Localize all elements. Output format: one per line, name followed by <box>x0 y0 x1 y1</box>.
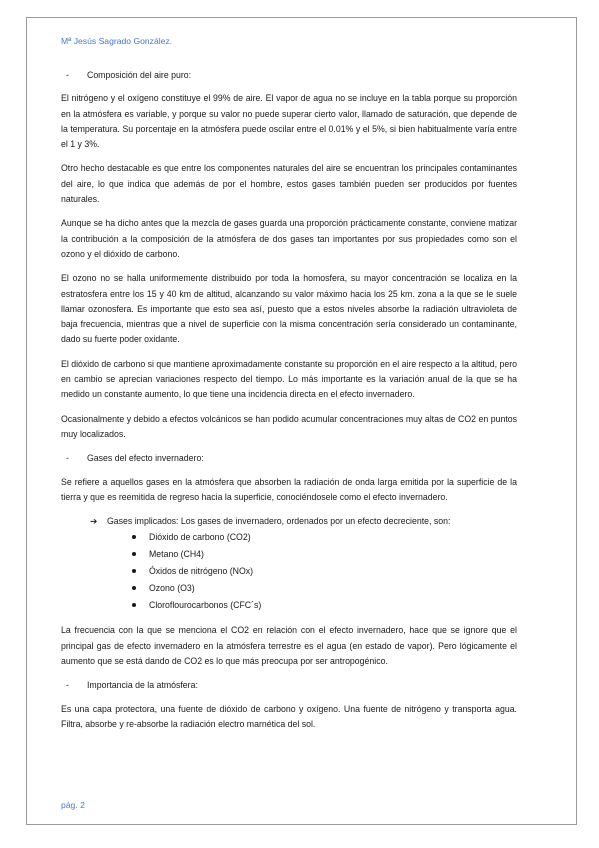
paragraph: Se refiere a aquellos gases en la atmósfera que absorben la radiación de onda larga emitida por la superficie de la tierra y que es reemitida de regreso hacia la superficie, conociéndosele como el efecto invernadero. <box>61 476 517 502</box>
list-item <box>61 580 517 597</box>
page-header: Mª Jesús Sagrado González. <box>61 36 173 46</box>
list-item <box>61 597 517 614</box>
section-heading-importancia <box>61 678 517 693</box>
list-item <box>61 546 517 563</box>
paragraph: Ocasionalmente y debido a efectos volcánicos se han podido acumular concentraciones muy altas de CO2 en puntos muy localizados. <box>61 413 517 439</box>
arrow-list-item <box>61 514 517 529</box>
list-item-text: Metano (CH4) <box>149 549 204 560</box>
paragraph: El nitrógeno y el oxígeno constituye el 99% de aire. El vapor de agua no se incluye en la tabla porque su proporción en la atmósfera es variable, y porque su valor no puede superar cierto valor, llamado de saturación, que depende de la temperatura. Su porcentaje en la atmósfera puede oscilar entre el 0.01% y el 5%, si bien habitualmente varía entre el 1 y 3%. <box>61 93 517 150</box>
gases-list <box>61 529 517 614</box>
paragraph: Otro hecho destacable es que entre los componentes naturales del aire se encuentran los principales contaminantes del aire, lo que indica que además de por el hombre, estos gases también pueden ser producidos por fuentes naturales. <box>61 163 517 205</box>
paragraph: El dióxido de carbono si que mantiene aproximadamente constante su proporción en el aire respecto a la altitud, pero en cambio se aprecian variaciones respecto del tiempo. Lo más importante es la variación anual de la que se ha medido un constante aumento, lo que tiene una incidencia directa en el efecto invernadero. <box>61 358 517 400</box>
list-item <box>61 563 517 580</box>
list-item-text: Óxidos de nitrógeno (NOx) <box>149 566 254 577</box>
list-item-text: Ozono (O3) <box>149 583 195 594</box>
section-heading-label: Gases del efecto invernadero: <box>87 453 204 464</box>
dash-marker: - <box>66 680 69 691</box>
list-item <box>61 529 517 546</box>
arrow-icon: ➔ <box>90 516 98 527</box>
bullet-icon <box>132 569 136 573</box>
dash-marker: - <box>66 453 69 464</box>
bullet-icon <box>132 586 136 590</box>
section-heading-gases <box>61 451 517 466</box>
arrow-item-text: Gases implicados: Los gases de invernadero, ordenados por un efecto decreciente, son: <box>107 516 451 527</box>
bullet-icon <box>132 603 136 607</box>
paragraph: Es una capa protectora, una fuente de dióxido de carbono y oxígeno. Una fuente de nitrógeno y transporta agua. Filtra, absorbe y re-absorbe la radiación electro marnética del sol. <box>61 703 517 729</box>
paragraph: El ozono no se halla uniformemente distribuido por toda la homosfera, su mayor concentración se localiza en la estratosfera entre los 15 y 40 km de altitud, alcanzando su valor máximo hacia los 25 km. zona a la que se le suele llamar ozonosfera. Es importante que esto sea así, puesto que a estos niveles absorbe la radiación ultravioleta de baja frecuencia, mientras que a nivel de superficie con la misma concentración sería considerado un contaminante, dado su fuerte poder oxidante. <box>61 273 517 345</box>
section-heading-label: Composición del aire puro: <box>87 70 192 80</box>
list-item-text: Cloroflourocarbonos (CFC´s) <box>149 600 262 611</box>
section-heading-label: Importancia de la atmósfera: <box>87 680 198 691</box>
dash-marker: - <box>66 70 69 80</box>
bullet-icon <box>132 552 136 556</box>
paragraph: La frecuencia con la que se menciona el CO2 en relación con el efecto invernadero, hace que se ignore que el principal gas de efecto invernadero en la atmósfera terrestre es el agua (en estado de vapor). Pero lógicamente el aumento que se está dando de CO2 es lo que más preocupa por ser antropogénico. <box>61 625 517 667</box>
section-heading-composicion <box>61 68 517 83</box>
list-item-text: Dióxido de carbono (CO2) <box>149 532 251 543</box>
bullet-icon <box>132 535 136 539</box>
page-number: pág. 2 <box>61 800 85 810</box>
paragraph: Aunque se ha dicho antes que la mezcla de gases guarda una proporción prácticamente constante, conviene matizar la contribución a la composición de la atmósfera de dos gases tan importantes por sus propiedades como son el ozono y el dióxido de carbono. <box>61 218 517 259</box>
document-body <box>61 68 517 741</box>
